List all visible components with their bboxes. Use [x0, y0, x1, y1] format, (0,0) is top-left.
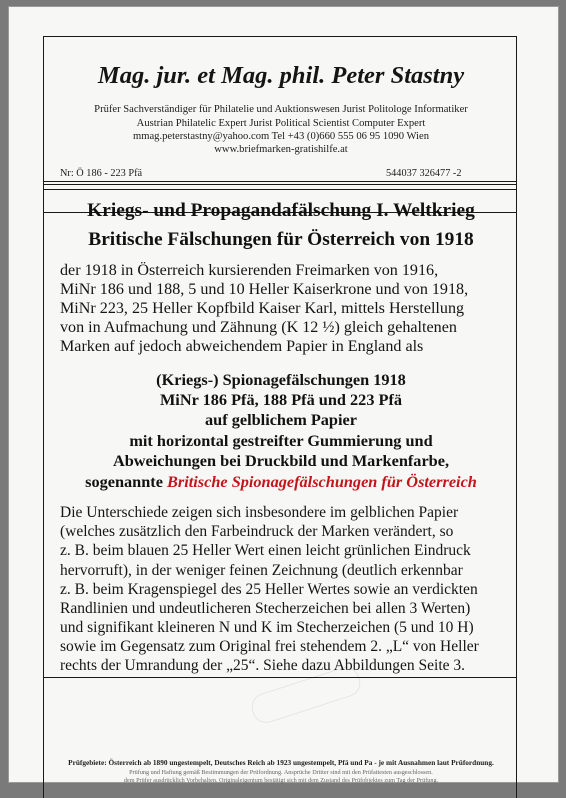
detail-line: rechts der Umrandung der „25“. Siehe dazu Abbildungen Seite 3.: [60, 657, 466, 674]
author-roles-english: Austrian Philatelic Expert Jurist Political Scientist Computer Expert: [136, 118, 426, 129]
footer-terms: dem Prüfer ausdrücklich Vorbehalten. Originaleigentum bestätigt sich mit dem Zustand des Prüfobjektes zum Tag der Prüfung.: [123, 777, 439, 784]
detail-line: und signifikant kleineren N und K im Stecherzeichen (5 und 10 H): [60, 619, 474, 636]
detail-line: z. B. beim blauen 25 Heller Wert einen leicht grünlichen Eindruck: [60, 542, 471, 559]
certificate-number: Nr: Ö 186 - 223 Pfä: [60, 168, 143, 179]
header-divider: [44, 181, 516, 182]
emphasis-prefix: sogenannte: [85, 472, 168, 491]
intro-line: MiNr 223, 25 Heller Kopfbild Kaiser Karl, mittels Herstellung: [60, 300, 465, 317]
detail-line: z. B. beim Kragenspiegel des 25 Heller Wertes sowie an verdickten: [60, 581, 478, 598]
headline-line-1: Kriegs- und Propagandafälschung I. Weltkrieg: [87, 200, 475, 221]
highlighted-term: Britische Spionagefälschungen für Österreich: [167, 472, 477, 491]
detail-line: hervorruft), in der weniger feinen Zeichnung (deutlich erkennbar: [60, 562, 463, 579]
emphasis-final-line: [44, 472, 518, 492]
header-divider-double: [44, 184, 516, 185]
author-roles: Prüfer Sachverständiger für Philatelie und Auktionswesen Jurist Politologe Informatiker: [94, 104, 468, 115]
emphasis-line: Abweichungen bei Druckbild und Markenfarbe,: [112, 451, 450, 470]
footer-scope: Prüfgebiete: Österreich ab 1890 ungestempelt, Deutsches Reich ab 1923 ungestempelt, Pfä und Pa - je mit Ausnahmen laut Prüfordnung.: [68, 758, 494, 767]
emphasis-line: auf gelblichem Papier: [205, 410, 357, 429]
emphasis-line: (Kriegs-) Spionagefälschungen 1918: [156, 370, 406, 389]
detail-line: Die Unterschiede zeigen sich insbesondere im gelblichen Papier: [60, 504, 459, 521]
intro-line: der 1918 in Österreich kursierenden Freimarken von 1916,: [60, 262, 439, 279]
reference-divider-top: [44, 189, 516, 190]
emphasis-line: mit horizontal gestreifter Gummierung und: [129, 431, 433, 450]
author-name: Mag. jur. et Mag. phil. Peter Stastny: [97, 62, 465, 89]
certificate-code: 544037 326477 -2: [386, 168, 462, 179]
emphasis-line: MiNr 186 Pfä, 188 Pfä und 223 Pfä: [159, 390, 403, 409]
detail-line: Randlinien und undeutlicheren Stecherzeichen bei allen 3 Werten): [60, 600, 471, 617]
footer-terms: Prüfung und Haftung gemäß Bestimmungen der Prüfordnung. Ansprüche Dritter sind mit den Prüfattesten ausgeschlossen.: [129, 769, 433, 776]
headline-line-2: Britische Fälschungen für Österreich von 1918: [88, 229, 474, 250]
author-contact: mmag.peterstastny@yahoo.com Tel +43 (0)660 555 06 95 1090 Wien: [132, 131, 430, 142]
author-website: www.briefmarken-gratishilfe.at: [214, 144, 348, 155]
footer-divider: [44, 677, 516, 678]
intro-line: Marken auf jedoch abweichendem Papier in England als: [60, 338, 424, 355]
detail-line: sowie im Gegensatz zum Original frei stehendem 2. „L“ von Heller: [60, 638, 479, 655]
intro-line: von in Aufmachung und Zähnung (K 12 ½) gleich gehaltenen: [60, 319, 457, 336]
detail-line: (welches zusätzlich den Farbeindruck der Marken verändert, so: [60, 523, 454, 540]
intro-line: MiNr 186 und 188, 5 und 10 Heller Kaiserkrone und von 1918,: [60, 281, 469, 298]
